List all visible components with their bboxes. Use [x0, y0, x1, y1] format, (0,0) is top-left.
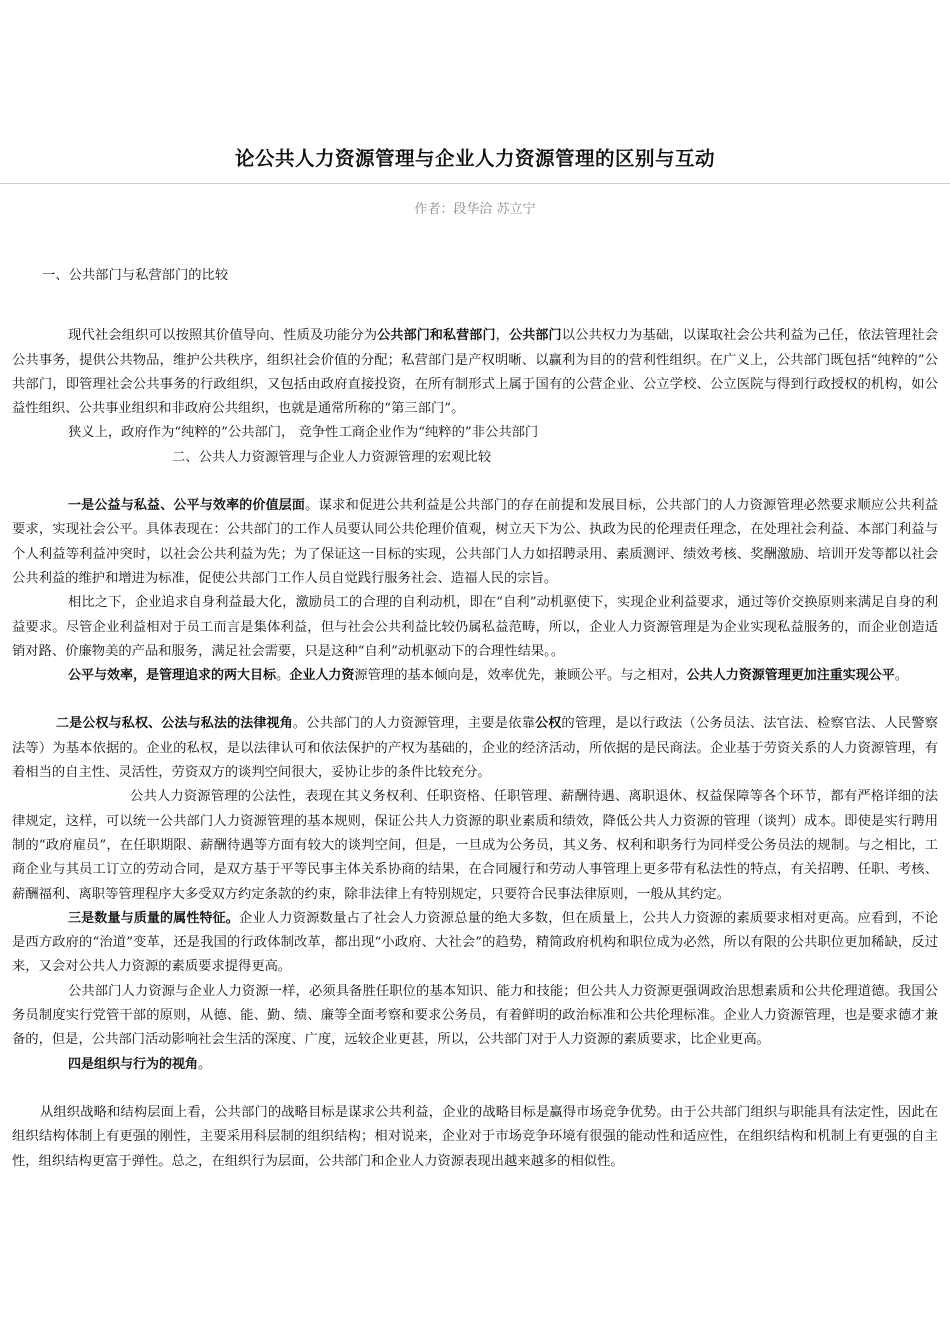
title-divider [0, 183, 950, 184]
paragraph-organization: 从组织战略和结构层面上看，公共部门的战略目标是谋求公共利益，企业的战略目标是赢得市场竞争优势。由于公共部门组织与职能具有法定性，因此在组织结构体制上有更强的刚性，主要采用科层制的组织结构；相对说来，企业对于市场竞争环境有很强的能动性和适应性，在组织结构和机制上有更强的自主性，组织结构更富于弹性。总之，在组织行为层面，公共部门和企业人力资源表现出越来越多的相似性。 [12, 1104, 938, 1169]
paragraph-fairness-efficiency: 公平与效率，是管理追求的两大目标。企业人力资源管理的基本倾向是，效率优先，兼顾公平。与之相对，公共人力资源管理更加注重实现公平。 [68, 668, 909, 684]
paragraph-narrow-sense: 狭义上，政府作为“纯粹的”公共部门， 竞争性工商企业作为“纯粹的”非公共部门 [68, 425, 539, 441]
paragraph-point-three: 三是数量与质量的属性特征。企业人力资源数量占了社会人力资源总量的绝大多数，但在质量上，公共人力资源的素质要求相对更高。应看到，不论是西方政府的“治道”变革，还是我国的行政体制改革，都出现“小政府、大社会”的趋势，精简政府机构和职位成为必然，所以有限的公共职位更加稀缺，反过来，又会对公共人力资源的素质要求提得更高。 [12, 910, 938, 975]
author-line: 作者：段华洽 苏立宁 [414, 202, 536, 217]
article-body [12, 264, 938, 1174]
paragraph-quality: 公共部门人力资源与企业人力资源一样，必须具备胜任职位的基本知识、能力和技能；但公共人力资源更强调政治思想素质和公共伦理道德。我国公务员制度实行党管干部的原则，从德、能、勤、绩、廉等全面考察和要求公务员，有着鲜明的政治标准和公共伦理标准。企业人力资源管理，也是要求德才兼备的，但是，公共部门活动影响社会生活的深度、广度，远较企业更甚，所以，公共部门对于人力资源的素质要求，比企业更高。 [12, 983, 938, 1048]
section-2-heading: 二、公共人力资源管理与企业人力资源管理的宏观比较 [172, 449, 492, 465]
page-title: 论公共人力资源管理与企业人力资源管理的区别与互动 [234, 147, 715, 170]
paragraph-public-law: 公共人力资源管理的公法性，表现在其义务权利、任职资格、任职管理、薪酬待遇、离职退休、权益保障等各个环节，都有严格详细的法律规定，这样，可以统一公共部门人力资源管理的基本规则，保证公共人力资源的职业素质和绩效，降低公共人力资源的管理（谈判）成本。即使是实行聘用制的“政府雇员”，在任职期限、薪酬待遇等方面有较大的谈判空间，但是，一旦成为公务员，其义务、权利和职务行为同样受公务员法的规制。与之相比，工商企业与其员工订立的劳动合同，是双方基于平等民事主体关系协商的结果，在合同履行和劳动人事管理上更多带有私法性的特点，有关招聘、任职、考核、薪酬福利、离职等管理程序大多受双方约定条款的约束，除非法律上有特别规定，只要符合民事法律原则，一般从其约定。 [12, 789, 938, 902]
paragraph-enterprise-interest: 相比之下，企业追求自身利益最大化，激励员工的合理的自利动机，即在“自利”动机驱使下，实现企业利益要求，通过等价交换原则来满足自身的利益要求。尽管企业利益相对于员工而言是集体利益，但与社会公共利益比较仍属私益范畴，所以，企业人力资源管理是为企业实现私益服务的，而企业创造适销对路、价廉物美的产品和服务，满足社会需要，只是这种“自利”动机驱动下的合理性结果。。 [12, 595, 938, 659]
paragraph-point-four: 四是组织与行为的视角。 [68, 1056, 212, 1072]
paragraph-point-two: 二是公权与私权、公法与私法的法律视角。公共部门的人力资源管理，主要是依靠公权的管理，是以行政法（公务员法、法官法、检察官法、人民警察法等）为基本依据的。企业的私权，是以法律认可和依法保护的产权为基础的，企业的经济活动，所依据的是民商法。企业基于劳资关系的人力资源管理，有着相当的自主性、灵活性，劳资双方的谈判空间很大，妥协让步的条件比较充分。 [12, 716, 938, 781]
section-1-heading: 一、公共部门与私营部门的比较 [42, 268, 229, 283]
paragraph-sectors: 现代社会组织可以按照其价值导向、性质及功能分为公共部门和私营部门，公共部门以公共权力为基础，以谋取社会公共利益为己任，依法管理社会公共事务，提供公共物品，维护公共秩序，组织社会价值的分配；私营部门是产权明晰、以赢利为目的的营利性组织。在广义上，公共部门既包括“纯粹的”公共部门，即管理社会公共事务的行政组织，又包括由政府直接投资，在所有制形式上属于国有的公营企业、公立学校、公立医院与得到行政授权的机构，如公益性组织、公共事业组织和非政府公共组织，也就是通常所称的“第三部门”。 [12, 328, 939, 417]
paragraph-point-one: 一是公益与私益、公平与效率的价值层面。谋求和促进公共利益是公共部门的存在前提和发展目标，公共部门的人力资源管理必然要求顺应公共利益要求，实现社会公平。具体表现在：公共部门的工作人员要认同公共伦理价值观，树立天下为公、执政为民的伦理责任理念，在处理社会利益、本部门利益与个人利益等利益冲突时，以社会公共利益为先；为了保证这一目标的实现，公共部门人力如招聘录用、素质测评、绩效考核、奖酬激励、培训开发等都以社会公共利益的维护和增进为标准，促使公共部门工作人员自觉践行服务社会、造福人民的宗旨。 [12, 498, 938, 586]
